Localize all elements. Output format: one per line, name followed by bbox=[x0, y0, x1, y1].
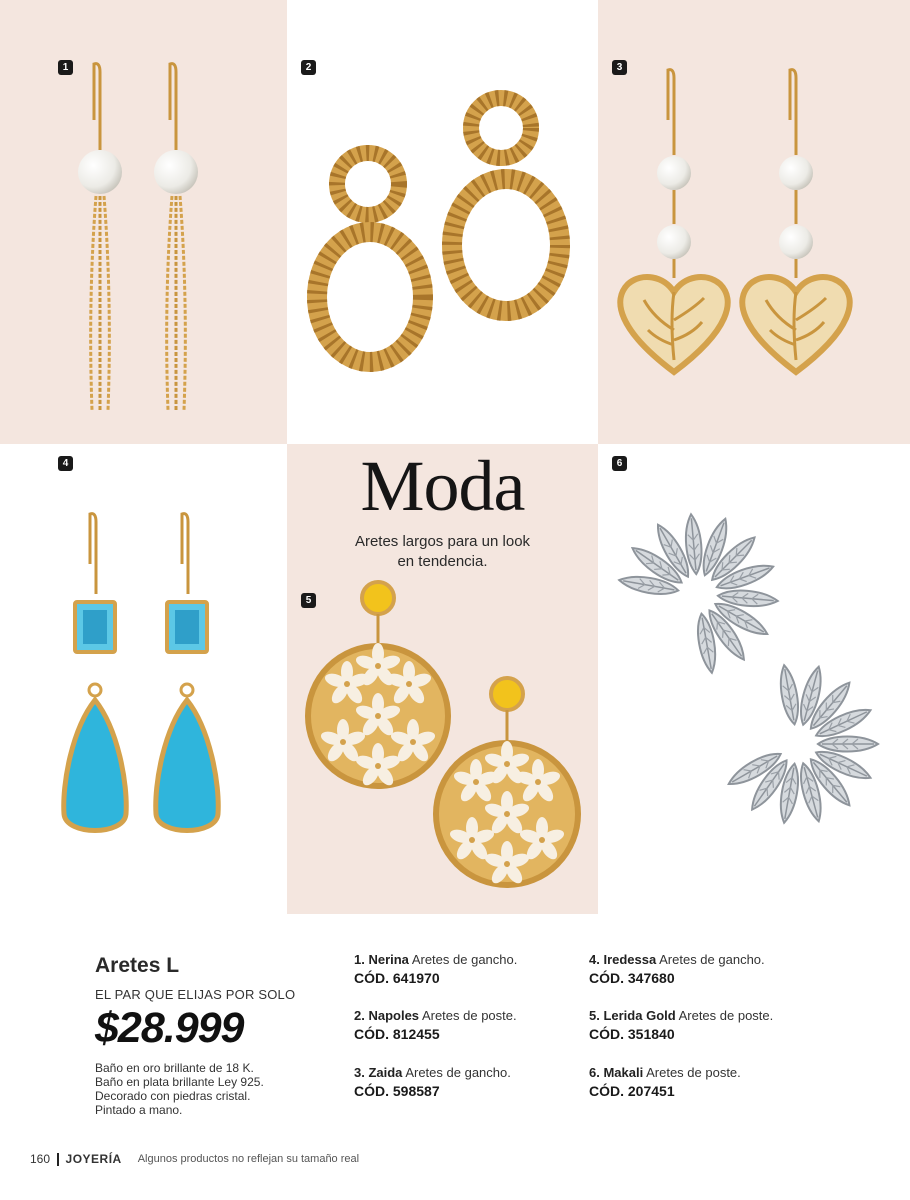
feature-item: Baño en oro brillante de 18 K. bbox=[95, 1061, 254, 1075]
page-number: 160 bbox=[30, 1152, 51, 1166]
subtitle-line: en tendencia. bbox=[397, 553, 488, 570]
product-desc: Aretes de gancho. bbox=[659, 952, 765, 967]
product-cell-1 bbox=[0, 0, 287, 444]
product-entry-4 bbox=[589, 952, 765, 986]
footer-divider bbox=[57, 1153, 59, 1166]
pearl-chain-earrings-icon bbox=[0, 0, 287, 444]
product-desc: Aretes de gancho. bbox=[405, 1065, 511, 1080]
product-cell-3 bbox=[598, 0, 910, 444]
product-desc: Aretes de poste. bbox=[646, 1065, 741, 1080]
product-code: CÓD. 598587 bbox=[354, 1083, 440, 1099]
product-number-badge: 3 bbox=[612, 60, 627, 75]
product-cell-4 bbox=[0, 444, 287, 914]
product-entry-1 bbox=[354, 952, 517, 986]
section-title: Moda bbox=[360, 446, 525, 526]
floral-disc-earrings-icon bbox=[287, 444, 598, 914]
product-number-badge: 1 bbox=[58, 60, 73, 75]
product-cell-2 bbox=[287, 0, 598, 444]
product-name: 5. Lerida Gold bbox=[589, 1008, 676, 1023]
feature-item: Baño en plata brillante Ley 925. bbox=[95, 1075, 264, 1089]
price-block bbox=[95, 954, 335, 1117]
product-number-badge: 4 bbox=[58, 456, 73, 471]
product-code: CÓD. 347680 bbox=[589, 970, 675, 986]
product-name: 4. Iredessa bbox=[589, 952, 657, 967]
product-cell-5 bbox=[287, 444, 598, 914]
product-code: CÓD. 351840 bbox=[589, 1026, 675, 1042]
product-entry-3 bbox=[354, 1065, 511, 1099]
section-name: JOYERÍA bbox=[65, 1152, 122, 1166]
product-desc: Aretes de poste. bbox=[421, 1008, 517, 1023]
product-entry-5 bbox=[589, 1008, 773, 1042]
subtitle-line: Aretes largos para un look bbox=[354, 533, 531, 550]
feature-item: Decorado con piedras cristal. bbox=[95, 1089, 251, 1103]
feature-list bbox=[95, 1061, 335, 1117]
page-footer bbox=[30, 1152, 359, 1166]
product-name: 2. Napoles bbox=[354, 1008, 420, 1023]
product-name: 1. Nerina bbox=[354, 952, 409, 967]
product-desc: Aretes de poste. bbox=[678, 1008, 774, 1023]
pearl-heart-earrings-icon bbox=[598, 0, 910, 444]
product-name: 3. Zaida bbox=[354, 1065, 403, 1080]
gold-hoop-earrings-icon bbox=[287, 0, 598, 444]
product-cell-6 bbox=[598, 444, 910, 914]
product-number-badge: 5 bbox=[301, 593, 316, 608]
product-code: CÓD. 641970 bbox=[354, 970, 440, 986]
product-code: CÓD. 812455 bbox=[354, 1026, 440, 1042]
product-desc: Aretes de gancho. bbox=[411, 952, 518, 967]
price-amount: $28.999 bbox=[95, 1004, 244, 1052]
silver-leaf-earrings-icon bbox=[598, 444, 910, 914]
price-lead: EL PAR QUE ELIJAS POR SOLO bbox=[95, 987, 296, 1002]
footer-disclaimer: Algunos productos no reflejan su tamaño real bbox=[137, 1153, 360, 1165]
product-line-title: Aretes L bbox=[95, 954, 180, 977]
product-number-badge: 2 bbox=[301, 60, 316, 75]
product-code: CÓD. 207451 bbox=[589, 1083, 675, 1099]
turquoise-drop-earrings-icon bbox=[0, 444, 287, 914]
feature-item: Pintado a mano. bbox=[95, 1103, 183, 1117]
product-name: 6. Makali bbox=[589, 1065, 644, 1080]
product-entry-2 bbox=[354, 1008, 517, 1042]
product-entry-6 bbox=[589, 1065, 741, 1099]
product-number-badge: 6 bbox=[612, 456, 627, 471]
